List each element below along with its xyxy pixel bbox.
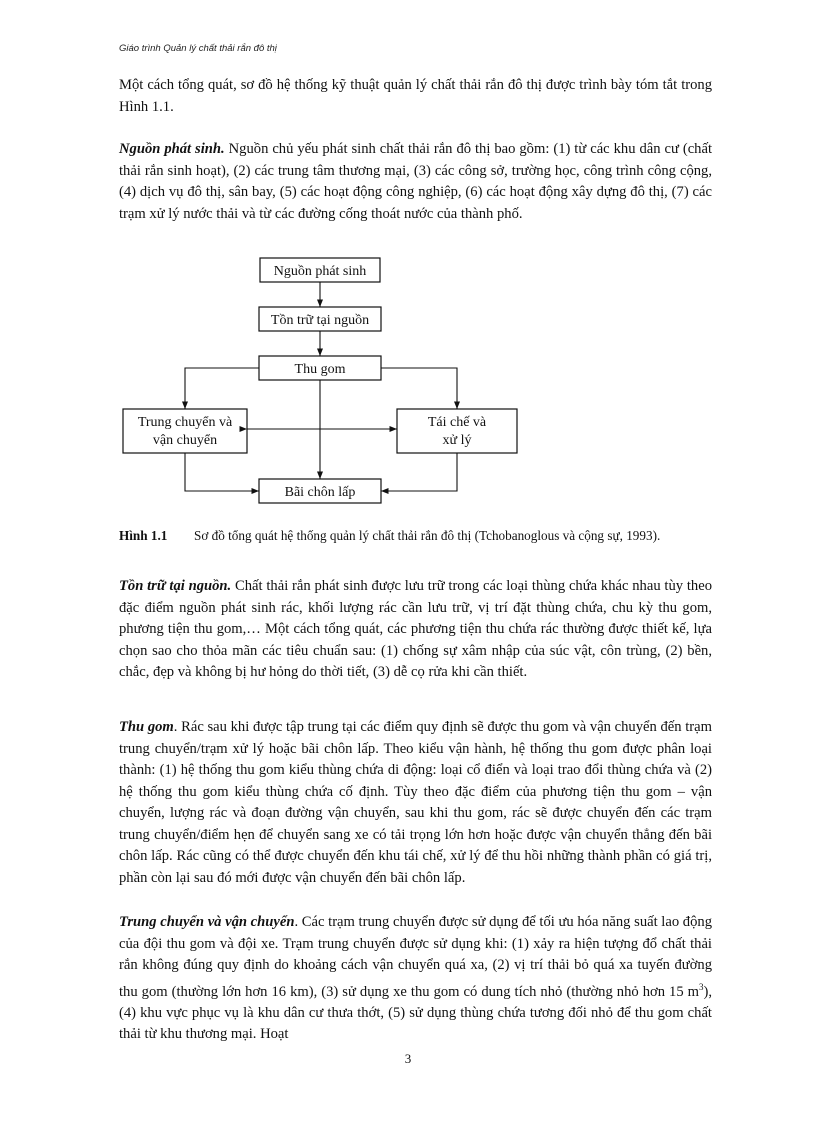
- section-body: . Rác sau khi được tập trung tại các điểm quy định sẽ được thu gom và vận chuyển đến trạm trung chuyển/trạm xử lý hoặc bãi chôn lấp. Theo kiểu vận hành, hệ thống thu gom được phân loại thành: (1) hệ thống thu gom kiểu thùng chứa di động: loại cổ điển và loại trao đổi thùng chứa và (2) hệ thống thu gom kiểu thùng chứa cố định. Tùy theo đặc điểm của phương tiện thu gom – vận chuyển, lượng rác và đoạn đường vận chuyển, sau khi thu gom, rác sẽ được chuyển đến các trạm trung chuyển/điểm hẹn để chuyển sang xe có tải trọng lớn hơn hoặc được vận chuyển thẳng đến bãi chôn lấp. Rác cũng có thể được chuyển đến khu tái chế, xử lý để thu hồi những thành phần có giá trị, phần còn lại sau đó mới được vận chuyển đến bãi chôn lấp.: [119, 719, 712, 886]
- section-heading: Nguồn phát sinh.: [119, 141, 225, 157]
- superscript: 3: [698, 981, 704, 992]
- figure-label: Hình 1.1: [119, 528, 168, 543]
- section-thu-gom: [119, 717, 712, 889]
- section-body: Nguồn chủ yếu phát sinh chất thải rắn đô thị bao gồm: (1) từ các khu dân cư (chất thải rắn sinh hoạt), (2) các trung tâm thương mại, (3) các công sở, trường học, công trình công cộng, (4) dịch vụ đô thị, sân bay, (5) các hoạt động công nghiệp, (6) các hoạt động xây dựng đô thị, (7) các trạm xử lý nước thải và từ các đường cống thoát nước của thành phố.: [119, 141, 713, 222]
- label-tai-che-line1: Tái chế và: [427, 415, 487, 430]
- label-nguon-phat-sinh: Nguồn phát sinh: [273, 264, 367, 279]
- arrow-thugom-to-trungchuyen: [185, 368, 259, 409]
- section-heading: Tồn trữ tại nguồn.: [119, 578, 232, 594]
- section-heading: Trung chuyển và vận chuyển: [119, 914, 295, 930]
- arrow-taiche-to-baichon: [381, 453, 457, 491]
- label-thu-gom: Thu gom: [294, 362, 346, 377]
- label-ton-tru-tai-nguon: Tồn trữ tại nguồn: [270, 313, 370, 328]
- figure-caption-text: Sơ đồ tổng quát hệ thống quản lý chất thải rắn đô thị (Tchobanoglous và cộng sự, 1993).: [194, 528, 661, 543]
- label-tai-che-line2: xử lý: [442, 433, 472, 448]
- page-number: 3: [404, 1051, 412, 1066]
- intro-paragraph: Một cách tổng quát, sơ đồ hệ thống kỹ thuật quản lý chất thải rắn đô thị được trình bày tóm tắt trong Hình 1.1.: [119, 77, 712, 115]
- section-trung-chuyen: [119, 912, 712, 1046]
- label-bai-chon-lap: Bãi chôn lấp: [284, 485, 356, 500]
- section-heading: Thu gom: [119, 719, 174, 735]
- arrow-trungchuyen-to-baichon: [185, 453, 259, 491]
- section-body-cont: ), (4) khu vực phục vụ là khu dân cư thưa thớt, (5) sử dụng thùng chứa tương đối nhỏ để thu gom chất thải từ khu thương mại. Hoạt: [119, 983, 712, 1043]
- label-trung-chuyen-line1: Trung chuyển và: [137, 415, 233, 430]
- section-ton-tru: [119, 576, 712, 684]
- section-body: Chất thải rắn phát sinh được lưu trữ trong các loại thùng chứa khác nhau tùy theo đặc điểm nguồn phát sinh rác, khối lượng rác cần lưu trữ, vị trí đặt thùng chứa, chu kỳ thu gom, phương tiện thu gom,… Một cách tổng quát, các phương tiện thu chứa rác thường được thiết kế, lựa chọn sao cho thỏa mãn các tiêu chuẩn sau: (1) chống sự xâm nhập của súc vật, côn trùng, (2) bền, chắc, đẹp và không bị hư hỏng do thời tiết, (3) dễ cọ rửa khi cần thiết.: [119, 578, 712, 680]
- label-trung-chuyen-line2: vận chuyển: [152, 433, 218, 448]
- arrow-thugom-to-taiche: [381, 368, 457, 409]
- running-header: Giáo trình Quản lý chất thải rắn đô thị: [119, 43, 277, 54]
- section-body: . Các trạm trung chuyển được sử dụng để tối ưu hóa năng suất lao động của đội thu gom và đội xe. Trạm trung chuyển được sử dụng khi: (1) xảy ra hiện tượng đổ chất thải rắn không đúng quy định do khoảng cách vận chuyển quá xa, (2) vị trí thải bỏ quá xa tuyến đường thu gom (thường lớn hơn 16 km), (3) sử dụng xe thu gom có dung tích nhỏ (thường nhỏ hơn 15 m: [119, 914, 712, 1000]
- figure-caption: [119, 526, 712, 545]
